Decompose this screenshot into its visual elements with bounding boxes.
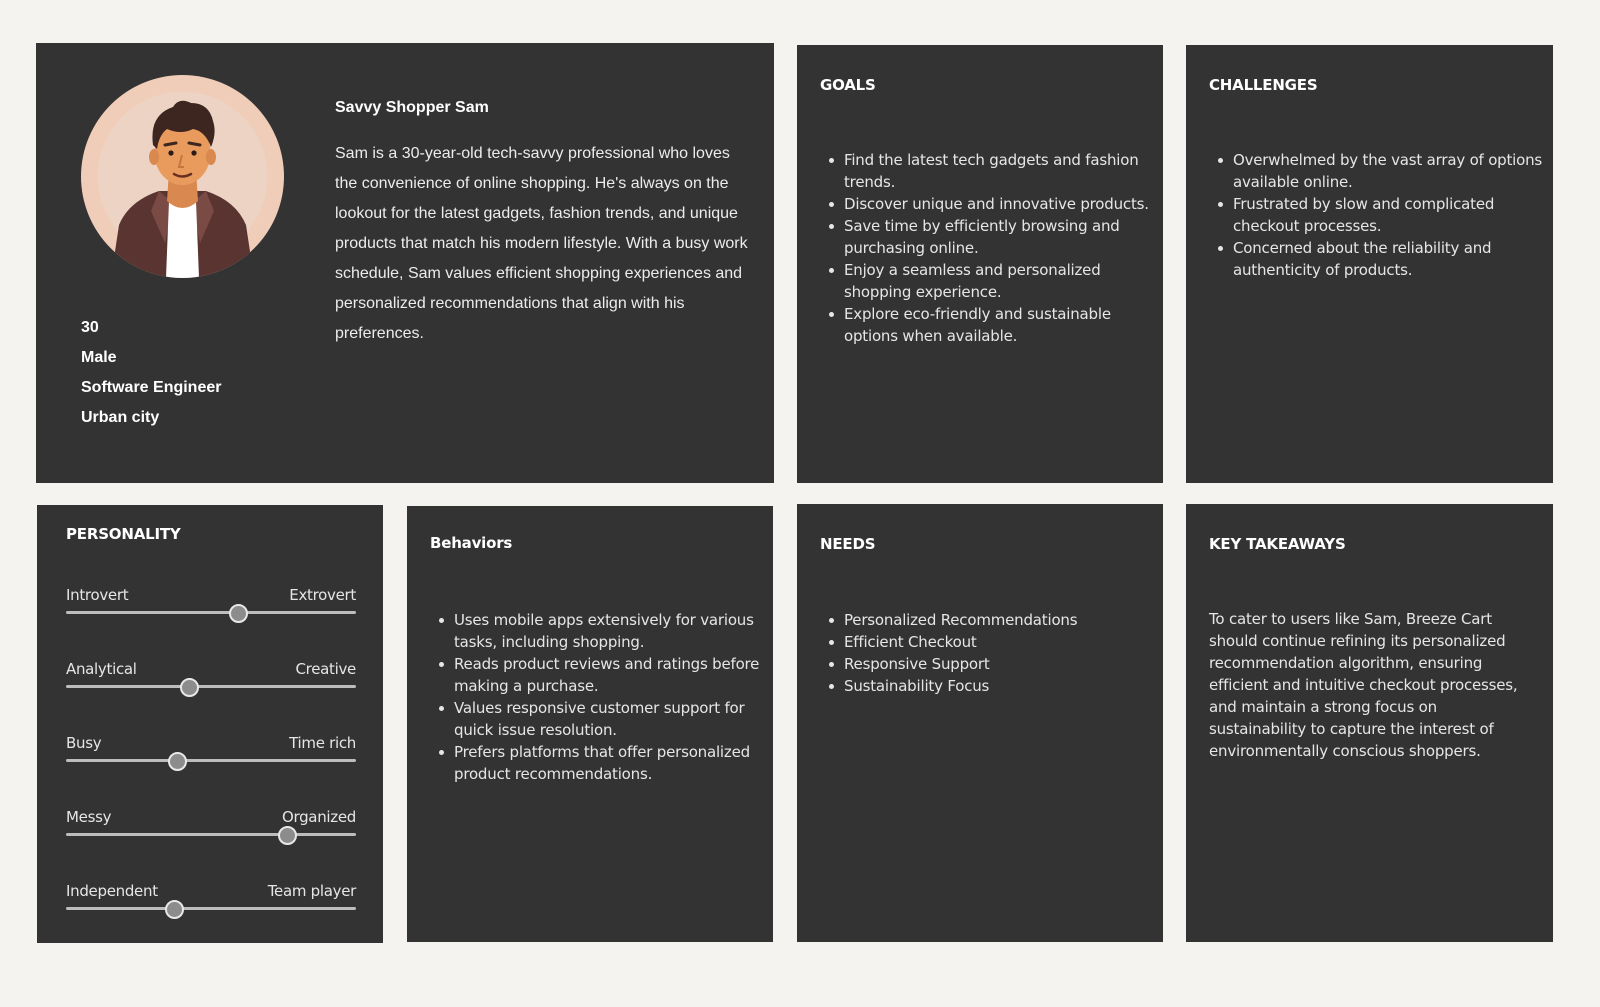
list-item: Personalized Recommendations — [844, 609, 1162, 631]
trait-slider — [66, 882, 356, 922]
slider-thumb[interactable] — [168, 752, 187, 771]
list-item: Prefers platforms that offer personalized product recommendations. — [454, 741, 772, 785]
slider-track — [66, 685, 356, 688]
slider-thumb[interactable] — [278, 826, 297, 845]
trait-slider — [66, 734, 356, 774]
list-item: Values responsive customer support for quick issue resolution. — [454, 697, 772, 741]
trait-left-label: Independent — [66, 882, 158, 900]
persona-name: Savvy Shopper Sam — [335, 99, 489, 116]
challenges-title: CHALLENGES — [1209, 76, 1318, 94]
list-item: Concerned about the reliability and authenticity of products. — [1233, 237, 1551, 281]
challenges-card — [1186, 45, 1553, 483]
slider-thumb[interactable] — [180, 678, 199, 697]
slider-thumb[interactable] — [229, 604, 248, 623]
challenges-list — [1209, 149, 1551, 281]
fact-age: 30 — [81, 319, 99, 336]
persona-facts — [81, 313, 221, 433]
goals-title: GOALS — [820, 76, 876, 94]
list-item: Discover unique and innovative products. — [844, 193, 1162, 215]
list-item: Find the latest tech gadgets and fashion trends. — [844, 149, 1162, 193]
needs-title: NEEDS — [820, 535, 876, 553]
needs-list — [820, 609, 1162, 697]
trait-slider — [66, 586, 356, 626]
fact-gender: Male — [81, 349, 117, 366]
slider-thumb[interactable] — [165, 900, 184, 919]
slider-track — [66, 907, 356, 910]
trait-right-label: Team player — [267, 882, 356, 900]
list-item: Frustrated by slow and complicated checkout processes. — [1233, 193, 1551, 237]
list-item: Reads product reviews and ratings before making a purchase. — [454, 653, 772, 697]
slider-track — [66, 833, 356, 836]
list-item: Efficient Checkout — [844, 631, 1162, 653]
behaviors-title: Behaviors — [430, 534, 513, 552]
trait-right-label: Creative — [295, 660, 356, 678]
trait-left-label: Introvert — [66, 586, 129, 604]
person-avatar-icon — [81, 75, 284, 278]
list-item: Sustainability Focus — [844, 675, 1162, 697]
fact-location: Urban city — [81, 409, 160, 426]
personality-title: PERSONALITY — [66, 525, 181, 543]
trait-slider — [66, 660, 356, 700]
personality-card — [37, 505, 383, 943]
behaviors-card — [407, 506, 773, 942]
list-item: Save time by efficiently browsing and purchasing online. — [844, 215, 1162, 259]
list-item: Explore eco-friendly and sustainable options when available. — [844, 303, 1162, 347]
list-item: Enjoy a seamless and personalized shopping experience. — [844, 259, 1162, 303]
slider-track — [66, 759, 356, 762]
needs-card — [797, 504, 1163, 942]
takeaways-text: To cater to users like Sam, Breeze Cart should continue refining its personalized recommendation algorithm, ensuring efficient and intuitive checkout processes, and maintain a strong focus on sustainability to capture the interest of environmentally conscious shoppers. — [1209, 610, 1518, 760]
trait-right-label: Time rich — [289, 734, 356, 752]
trait-right-label: Organized — [281, 808, 356, 826]
trait-right-label: Extrovert — [289, 586, 356, 604]
trait-slider — [66, 808, 356, 848]
trait-left-label: Analytical — [66, 660, 137, 678]
trait-left-label: Busy — [66, 734, 102, 752]
goals-list — [820, 149, 1162, 347]
list-item: Uses mobile apps extensively for various tasks, including shopping. — [454, 609, 772, 653]
trait-left-label: Messy — [66, 808, 112, 826]
fact-occupation: Software Engineer — [81, 379, 222, 396]
list-item: Overwhelmed by the vast array of options available online. — [1233, 149, 1551, 193]
persona-description: Sam is a 30-year-old tech-savvy professional who loves the convenience of online shopping. He's always on the lookout for the latest gadgets, fashion trends, and unique products that match his modern lifestyle. With a busy work schedule, Sam values efficient shopping experiences and personalized recommendations that align with his preferences. — [335, 145, 748, 342]
takeaways-title: KEY TAKEAWAYS — [1209, 535, 1346, 553]
key-takeaways-card — [1186, 504, 1553, 942]
goals-card — [797, 45, 1163, 483]
list-item: Responsive Support — [844, 653, 1162, 675]
slider-track — [66, 611, 356, 614]
profile-card — [36, 43, 774, 483]
behaviors-list — [430, 609, 772, 785]
